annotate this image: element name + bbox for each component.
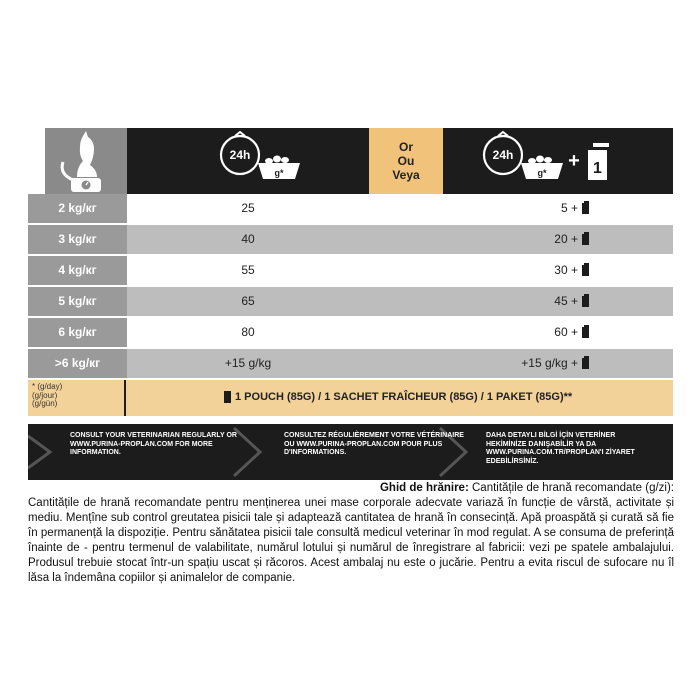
- units-note: [32, 383, 62, 409]
- consult-text-fr: CONSULTEZ RÉGULIÈREMENT VOTRE VÉTÉRINAIRE OU WWW.PURINA-PROPLAN.COM POUR PLUS D'INFORMATIONS.: [284, 432, 464, 456]
- weight-row-6kg: [28, 318, 673, 347]
- divider: [124, 380, 126, 416]
- weight-label: 6 kg/кг: [28, 318, 127, 347]
- feeding-chart: [28, 128, 673, 465]
- mixed-feeding-icon: [443, 128, 673, 194]
- pouch-icon: [582, 358, 589, 369]
- or-fr: Ou: [397, 154, 415, 168]
- pouch-line: 1 POUCH (85G) / 1 SACHET FRAÎCHEUR (85G) / 1 PAKET (85G)**: [235, 391, 573, 403]
- weight-label: >6 kg/кг: [28, 349, 127, 378]
- pouch-icon: [582, 327, 589, 338]
- pouch-count: 1: [593, 160, 602, 177]
- dry-food-header: [127, 128, 369, 194]
- plus-sign: +: [568, 150, 580, 172]
- dry-amount: 25: [241, 201, 255, 215]
- weight-label: 3 kg/кг: [28, 225, 127, 254]
- consult-text-en: CONSULT YOUR VETERINARIAN REGULARLY OR WWW.PURINA-PROPLAN.COM FOR MORE INFORMATION.: [70, 432, 237, 456]
- unit-gun: (g/gün): [32, 399, 58, 408]
- dry-amount: +15 g/kg: [224, 356, 272, 370]
- weight-row-2kg: [28, 194, 673, 223]
- mixed-amount: 45 +: [554, 294, 578, 308]
- mixed-amount: 5 +: [560, 201, 578, 215]
- mixed-amount: 20 +: [554, 232, 578, 246]
- timer-label-mixed: 24h: [492, 148, 514, 162]
- cat-on-scale-icon: [45, 128, 127, 194]
- or-en: Or: [398, 140, 413, 154]
- pouch-icon: [224, 391, 231, 403]
- weight-row-5kg: [28, 287, 673, 316]
- mixed-amount: 60 +: [554, 325, 578, 339]
- pouch-band: [28, 380, 673, 416]
- unit-day: * (g/day): [32, 382, 63, 391]
- pouch-icon: [582, 265, 589, 276]
- grams-unit: g*: [274, 168, 284, 178]
- timer-label: 24h: [229, 148, 251, 162]
- dry-amount: 55: [241, 263, 255, 277]
- grams-unit-mixed: g*: [537, 168, 547, 178]
- feeding-guide-heading: [28, 482, 674, 494]
- weight-label: 4 kg/кг: [28, 256, 127, 285]
- feeding-guide: [28, 482, 674, 586]
- or-tr: Veya: [392, 168, 420, 182]
- weight-row-3kg: [28, 225, 673, 254]
- weight-row-4kg: [28, 256, 673, 285]
- mixed-feeding-header: [443, 128, 673, 194]
- mixed-amount: 30 +: [554, 263, 578, 277]
- dry-amount: 80: [241, 325, 255, 339]
- consult-text-tr: DAHA DETAYLI BİLGİ İÇİN VETERİNER HEKİMİNİZE DANIŞABİLİR YA DA WWW.PURINA.COM.TR/PROPLAN'I ZİYARET EDEBİLİRSİNİZ.: [486, 432, 635, 465]
- pouch-icon: [582, 234, 589, 245]
- feeding-guide-body: Cantitățile de hrană recomandate pentru menținerea unei mase corporale adecvate variază în funcție de vârstă, activitate și mediu. Mențîne sub control greutatea pisicii tale și adaptează cantitatea de hrană în consecință. Apă proaspătă și curată să fie în permanență la dispoziție. Pentru sănătatea pisicii tale consultă medicul veterinar în mod regulat. A se consuma de preferință înainte de - pentru termenul de valabilitate, numărul lotului și numărul de înregistrare al fabricii: vezi pe spatele ambalajului. Produsul trebuie stocat într-un spațiu uscat și răcoros. Acest ambalaj nu este o jucărie. Pentru a evita riscul de sufocare nu îl lăsa la îndemâna copiilor și animalelor de companie.: [28, 497, 674, 584]
- dry-amount: 40: [241, 232, 255, 246]
- weight-label: 2 kg/кг: [28, 194, 127, 223]
- weight-row-over-6kg: [28, 349, 673, 378]
- or-separator: [369, 128, 443, 194]
- heading-rest: Cantitățile de hrană recomandate (g/zi):: [468, 482, 674, 494]
- mixed-amount: +15 g/kg +: [521, 356, 578, 370]
- unit-jour: (g/jour): [32, 390, 58, 400]
- pouch-icon: [582, 296, 589, 307]
- dry-food-icon: [127, 128, 369, 194]
- weight-label: 5 kg/кг: [28, 287, 127, 316]
- pouch-icon: [582, 203, 589, 214]
- heading-bold: Ghid de hrănire:: [379, 482, 469, 494]
- dry-amount: 65: [241, 294, 255, 308]
- consult-vet-banner: [28, 424, 673, 480]
